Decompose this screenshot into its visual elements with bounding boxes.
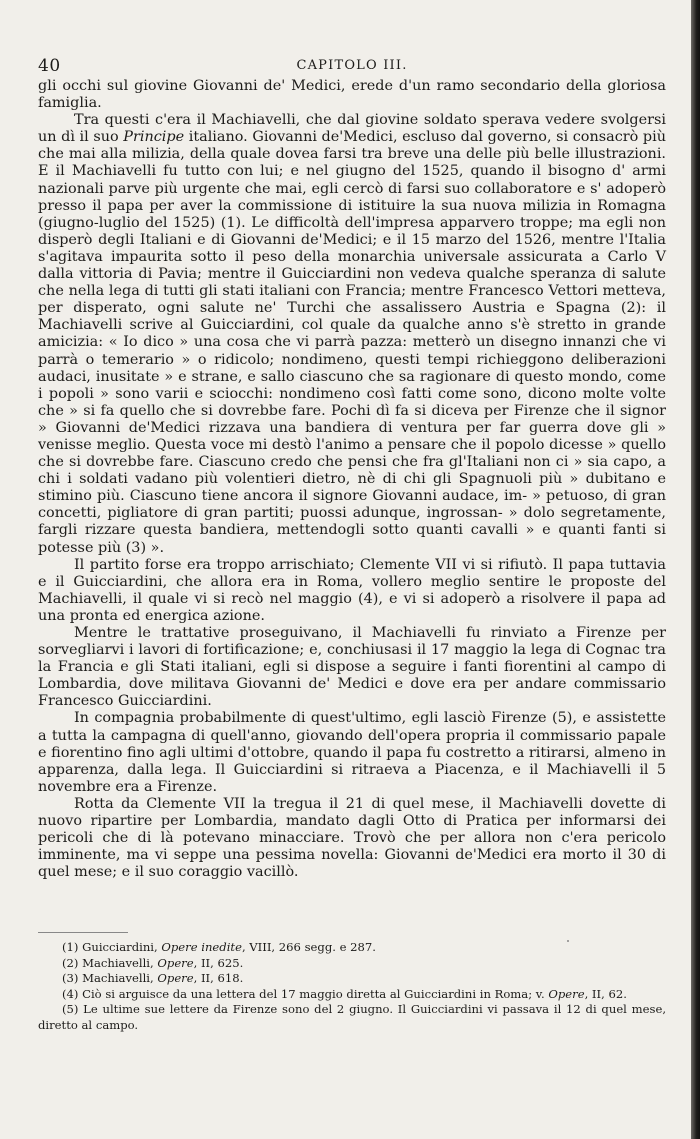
page-number: 40	[38, 56, 61, 76]
footnotes	[38, 940, 666, 1033]
paragraph-5: In compagnia probabilmente di quest'ultimo, egli lasciò Firenze (5), e assistette a tutta la campagna di quell'anno, giovando dell'opera propria il commissario papale e fiorentino fino agli ultimi d'ottobre, quando il papa fu costretto a ritirarsi, almeno in apparenza, dalla lega. Il Guicciardini si ritraeva a Piacenza, e il Machiavelli il 5 novembre era a Firenze.	[38, 710, 666, 795]
footnote-2-work-title: Opere	[157, 955, 194, 970]
paragraph-2-text-a: Tra questi c'era il Machiavelli, che dal giovine soldato sperava vedere svolgersi un dì il suo	[38, 112, 666, 146]
footnote-5: (5) Le ultime sue lettere da Firenze sono del 2 giugno. Il Guicciardini vi passava il 12 di quel mese, diretto al campo.	[38, 1002, 666, 1032]
footnote-3-text-b: , II, 618.	[193, 971, 244, 985]
principe-title: Principe	[123, 129, 185, 146]
paragraph-2-text-b: italiano. Giovanni de'Medici, escluso dal governo, si consacrò più che mai alla milizia, della quale dovea farsi tra breve una delle più belle illustrazioni. E il Machiavelli fu tutto con lui; e nel giugno del 1525, quando il bisogno d' armi nazionali parve più urgente che mai, egli cercò di farsi suo collaboratore e s' adoperò presso il papa per aver la commissione di istituire la sua nuova milizia in Romagna (giugno-luglio del 1525) (1). Le difficoltà dell'impresa apparvero troppe; ma egli non disperò degli Italiani e di Giovanni de'Medici; e il 15 marzo del 1526, mentre l'Italia s'agitava impaurita sotto il peso della monarchia universale assicurata a Carlo V dalla vittoria di Pavia; mentre il Guicciardini non vedeva qualche speranza di salute che nella lega di tutti gli stati italiani con Francia; mentre Francesco Vettori metteva, per disperato, ogni salute ne' Turchi che assalissero Austria e Spagna (2): il Machiavelli scrive al Guicciardini, col quale da qualche anno s'è stretto in grande amicizia: « Io dico » una cosa che vi parrà pazza: metterò un disegno innanzi che vi parrà o temerario » o ridicolo; nondimeno, questi tempi richieggono deliberazioni audaci, inusitate » e strane, e sallo ciascuno che sa ragionare di questo mondo, come i popoli » sono varii e sciocchi: nondimeno così fatti come sono, dicono molte volte che » si fa quello che si dovrebbe fare. Pochi dì fa si diceva per Firenze che il signor » Giovanni de'Medici rizzava una bandiera di ventura per far guerra dove gli » venisse meglio. Questa voce mi destò l'animo a pensare che il popolo dicesse » quello che si dovrebbe fare. Ciascuno credo che pensi che fra gl'Italiani non ci » sia capo, a chi i soldati vadano più volentieri dietro, nè di chi gli Spagnuoli più » dubitano e stimino più. Ciascuno tiene ancora il signore Giovanni audace, im- » petuoso, di gran concetti, pigliatore di gran partiti; puossi adunque, ingrossan- » dolo segretamente, fargli rizzare questa bandiera, mettendogli sotto quanti cavalli » e quanti fanti si potesse più (3) ».	[38, 129, 666, 556]
footnote-3-work-title: Opere	[157, 971, 194, 985]
footnote-2	[38, 956, 666, 972]
footnote-2-text-b: , II, 625.	[193, 955, 244, 970]
paragraph-6: Rotta da Clemente VII la tregua il 21 di quel mese, il Machiavelli dovette di nuovo ripartire per Lombardia, mandato dagli Otto di Pratica per informarsi dei pericoli che di là potevano minacciare. Trovò che per allora non c'era pericolo imminente, ma vi seppe una pessima novella: Giovanni de'Medici era morto il 30 di quel mese; e il suo coraggio vacillò.	[38, 795, 666, 881]
footnote-divider	[38, 932, 128, 933]
page-header	[38, 56, 666, 78]
body-text	[38, 78, 666, 881]
paragraph-1: gli occhi sul giovine Giovanni de' Medici, erede d'un ramo secondario della gloriosa famiglia.	[38, 78, 666, 112]
footnote-4-work-title: Opere	[548, 986, 585, 1001]
footnote-3-text-a: (3) Machiavelli,	[62, 971, 158, 985]
footnote-4	[38, 987, 666, 1003]
footnote-4-text-a: (4) Ciò si arguisce da una lettera del 17 maggio diretta al Guicciardini in Roma; v.	[62, 986, 549, 1001]
footnote-3	[38, 971, 666, 987]
paragraph-4: Mentre le trattative proseguivano, il Machiavelli fu rinviato a Firenze per sorvegliarvi i lavori di fortificazione; e, conchiusasi il 17 maggio la lega di Cognac tra la Francia e gli Stati italiani, egli si dispose a seguire i fanti fiorentini al campo di Lombardia, dove militava Giovanni de' Medici e dove era per andare commissario Francesco Guicciardini.	[38, 625, 666, 710]
footnote-1-text-b: , VIII, 266 segg. e 287.	[241, 940, 376, 954]
footnote-2-text-a: (2) Machiavelli,	[62, 955, 158, 970]
footnote-1-work-title: Opere inedite	[161, 940, 242, 954]
footnote-4-text-b: , II, 62.	[584, 986, 627, 1001]
footnote-1	[38, 940, 666, 956]
paragraph-3: Il partito forse era troppo arrischiato; Clemente VII vi si rifiutò. Il papa tuttavia e il Guicciardini, che allora era in Roma, vollero meglio sentire le proposte del Machiavelli, il quale vi si recò nel maggio (4), e vi si adoperò a risolvere il papa ad una pronta ed energica azione.	[38, 556, 666, 624]
page-edge-shadow	[691, 0, 700, 1139]
footnote-1-text-a: (1) Guicciardini,	[62, 940, 162, 954]
chapter-title: CAPITOLO III.	[296, 58, 408, 73]
paragraph-2	[38, 112, 666, 556]
